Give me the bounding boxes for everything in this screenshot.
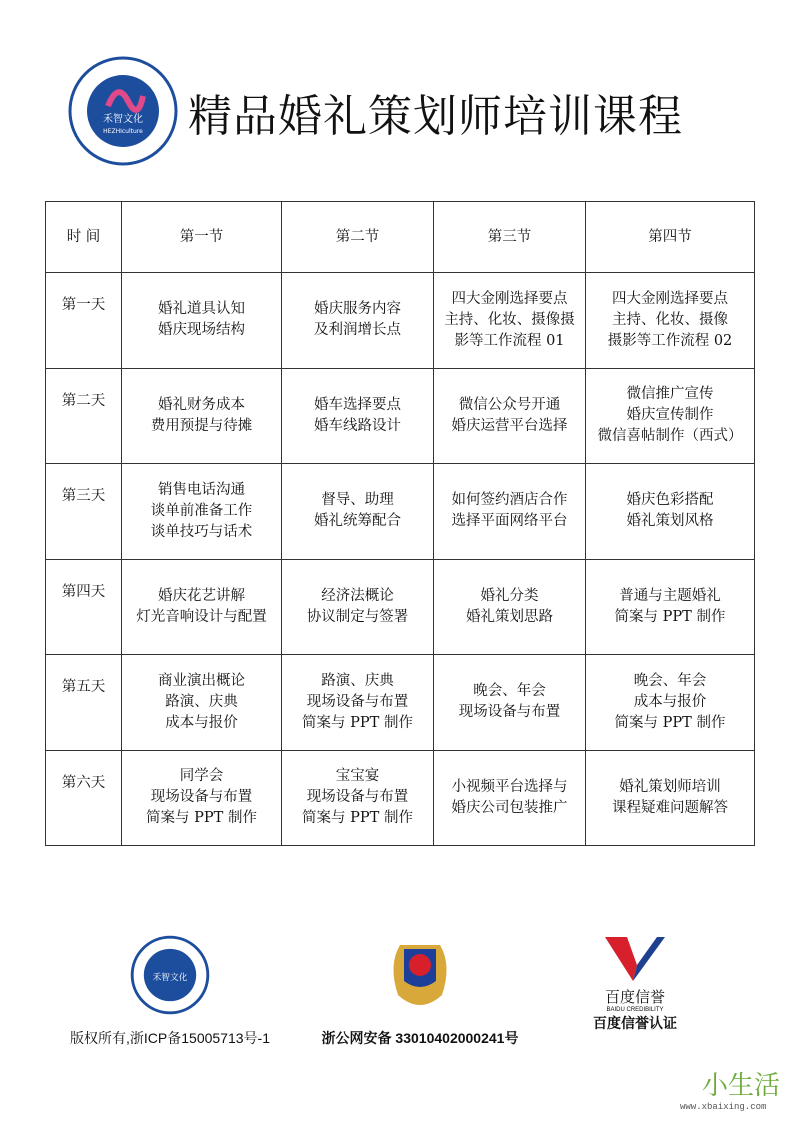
session-cell: 督导、助理 婚礼统筹配合 — [282, 464, 434, 560]
hezhi-logo — [68, 56, 178, 166]
session-cell: 经济法概论 协议制定与签署 — [282, 559, 434, 655]
session-cell: 路演、庆典 现场设备与布置 简案与 PPT 制作 — [282, 655, 434, 751]
session-cell: 婚礼道具认知 婚庆现场结构 — [122, 273, 282, 369]
session-cell: 晚会、年会 现场设备与布置 — [434, 655, 586, 751]
day-cell: 第五天 — [46, 655, 122, 751]
course-schedule-table — [45, 201, 755, 846]
table-row — [46, 464, 755, 560]
session-cell: 宝宝宴 现场设备与布置 简案与 PPT 制作 — [282, 750, 434, 846]
session-cell: 婚庆花艺讲解 灯光音响设计与配置 — [122, 559, 282, 655]
day-cell: 第二天 — [46, 368, 122, 464]
session-cell: 如何签约酒店合作 选择平面网络平台 — [434, 464, 586, 560]
svg-text:禾智文化: 禾智文化 — [103, 114, 143, 125]
baidu-logo-text: 百度信誉 — [604, 989, 665, 1006]
session-cell: 四大金刚选择要点 主持、化妆、摄像 摄影等工作流程 02 — [586, 273, 755, 369]
session-cell: 微信公众号开通 婚庆运营平台选择 — [434, 368, 586, 464]
session-cell: 同学会 现场设备与布置 简案与 PPT 制作 — [122, 750, 282, 846]
svg-text:HEZHIculture: HEZHIculture — [103, 128, 143, 135]
header-cell: 第一节 — [122, 202, 282, 273]
session-cell: 婚礼财务成本 费用预提与待摊 — [122, 368, 282, 464]
session-cell: 销售电话沟通 谈单前准备工作 谈单技巧与话术 — [122, 464, 282, 560]
svg-text:禾智文化: 禾智文化 — [152, 972, 188, 983]
copyright-block — [70, 935, 270, 1048]
page-title: 精品婚礼策划师培训课程 — [188, 91, 683, 142]
table-row — [46, 750, 755, 846]
day-cell: 第四天 — [46, 559, 122, 655]
session-cell: 婚礼策划师培训 课程疑难问题解答 — [586, 750, 755, 846]
session-cell: 婚庆服务内容 及利润增长点 — [282, 273, 434, 369]
header-cell: 第三节 — [434, 202, 586, 273]
baidu-cert-text: 百度信誉认证 — [593, 1015, 677, 1031]
session-cell: 婚礼分类 婚礼策划思路 — [434, 559, 586, 655]
header-cell: 第四节 — [586, 202, 755, 273]
session-cell: 婚车选择要点 婚车线路设计 — [282, 368, 434, 464]
watermark — [680, 1065, 780, 1112]
session-cell: 小视频平台选择与 婚庆公司包装推广 — [434, 750, 586, 846]
session-cell: 晚会、年会 成本与报价 简案与 PPT 制作 — [586, 655, 755, 751]
session-cell: 四大金刚选择要点 主持、化妆、摄像摄 影等工作流程 01 — [434, 273, 586, 369]
baidu-v-logo — [603, 935, 667, 983]
table-row — [46, 273, 755, 369]
day-cell: 第一天 — [46, 273, 122, 369]
icp-text: 版权所有,浙ICP备15005713号-1 — [70, 1030, 270, 1046]
police-badge-icon — [388, 935, 452, 1015]
baidu-sub-text: BAIDU CREDIBILITY — [606, 1007, 664, 1013]
day-cell: 第六天 — [46, 750, 122, 846]
header-cell: 时 间 — [46, 202, 122, 273]
watermark-text: 小生活 — [702, 1072, 781, 1102]
header-cell: 第二节 — [282, 202, 434, 273]
session-cell: 婚庆色彩搭配 婚礼策划风格 — [586, 464, 755, 560]
table-row — [46, 559, 755, 655]
session-cell: 商业演出概论 路演、庆典 成本与报价 — [122, 655, 282, 751]
hezhi-logo-small — [130, 935, 210, 1015]
table-row — [46, 655, 755, 751]
table-header-row — [46, 202, 755, 273]
session-cell: 微信推广宣传 婚庆宣传制作 微信喜帖制作（西式） — [586, 368, 755, 464]
baidu-block — [570, 935, 700, 1033]
police-record-text: 浙公网安备 33010402000241号 — [321, 1030, 519, 1046]
watermark-url: www.xbaixing.com — [680, 1102, 767, 1112]
police-block — [320, 935, 520, 1048]
session-cell: 普通与主题婚礼 简案与 PPT 制作 — [586, 559, 755, 655]
table-row — [46, 368, 755, 464]
day-cell: 第三天 — [46, 464, 122, 560]
